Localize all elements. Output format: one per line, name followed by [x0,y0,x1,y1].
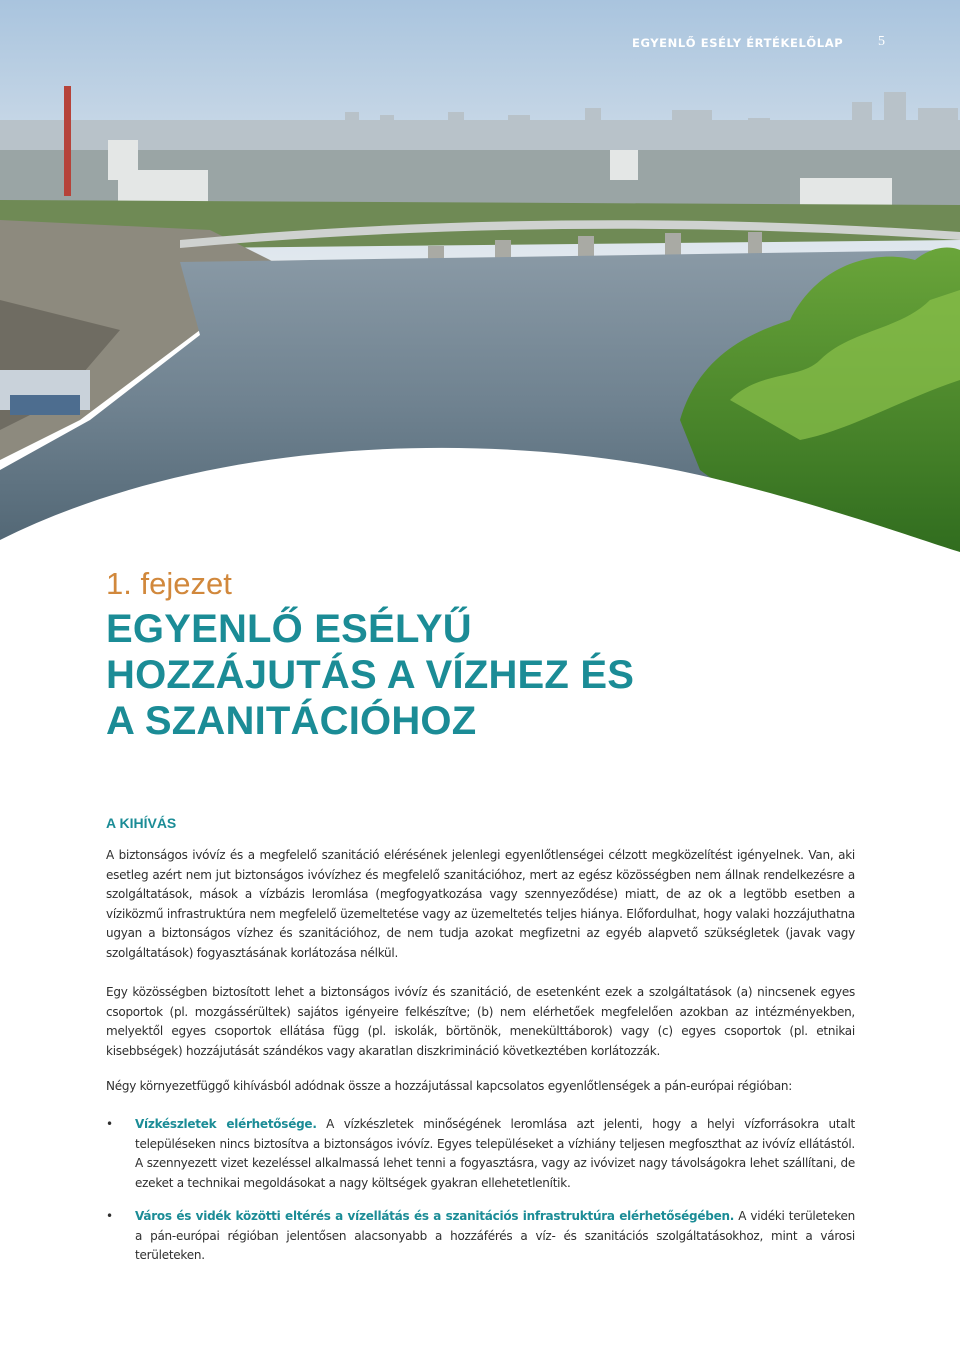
bullet-body: A vízkészletek minőségének leromlása azt jelenti, hogy a helyi vízforrásokra utalt településeken nincs biztosítva a biztonságos ivóvíz. Egyes településeket a vízhiány teljesen megfoszthat az ivóvíz ellátástól. A szennyezett vizet kezeléssel alkalmassá lehet tenni a fogyasztásra, vagy az ivóvizet nagy távolságokra lehet szállítani, de ezeket a technikai megoldásokat a nagy költségek gyakran ellehetetlenítik. [135,1117,855,1190]
hero-photo [0,0,960,560]
chapter-title-line: HOZZÁJUTÁS A VÍZHEZ ÉS [106,653,635,697]
bullet-lead: Város és vidék közötti eltérés a vízellátás és a szanitációs infrastruktúra elérhetőségében. [135,1209,735,1223]
bullet-lead: Vízkészletek elérhetősége. [135,1117,317,1131]
chapter-label: 1. fejezet [106,566,232,601]
chapter-title-line: EGYENLŐ ESÉLYŰ [106,607,472,651]
body-paragraph: A biztonságos ivóvíz és a megfelelő szanitáció elérésének jelenlegi egyenlőtlenségei célzott megközelítést igényelnek. Van, aki esetleg azért nem jut biztonságos ivóvízhez és megfelelő szanitációhoz, mert az egész közösségben nem állnak rendelkezésre a szolgáltatások, mások a vízbázis leromlása (megfogyatkozása vagy szennyeződése) miatt, de az ok a legtöbb esetben a víziközmű infrastruktúra nem megfelelő üzemeltetése vagy az üzemeltetés teljes hiánya. Előfordulhat, hogy valaki hozzájuthatna ugyan a biztonságos vízhez és szanitációhoz, de nem tudja azokat megfizetni az egyéb alapvető szükségletek (javak vagy szolgáltatások) fogyasztásának korlátozása nélkül. [106,848,855,960]
bullet-body: A vidéki területeken a pán-európai régióban jelentősen alacsonyabb a hozzáférés a víz- és szanitációs szolgáltatásokhoz, mint a városi területeken. [135,1209,855,1262]
body-paragraph: Négy környezetfüggő kihívásból adódnak össze a hozzájutással kapcsolatos egyenlőtlenségek a pán-európai régióban: [106,1079,793,1093]
bullet-text [135,1207,855,1266]
page-number: 5 [878,34,885,49]
section-heading: A KIHÍVÁS [106,815,177,831]
header-title: EGYENLŐ ESÉLY ÉRTÉKELŐLAP [632,36,844,50]
chapter-title [106,606,634,744]
bullet-text [135,1115,855,1193]
bullet-marker: • [106,1117,114,1131]
body-paragraph: Egy közösségben biztosított lehet a biztonságos ivóvíz és szanitáció, de esetenként ezek a szolgáltatások (a) nincsenek egyes csoportok (pl. mozgássérültek) sajátos igényeire felkészítve; (b) nem elérhetőek megfelelően azokban az intézményekben, melyektől egyes csoportok ellátása függ (pl. iskolák, börtönök, menekülttáborok) vagy (c) egyes csoportok (pl. etnikai kisebbségek) hozzájutását szándékos vagy akaratlan diszkrimináció következtében korlátozzák. [106,985,855,1058]
chapter-title-line: A SZANITÁCIÓHOZ [106,699,477,743]
bullet-marker: • [106,1209,114,1223]
